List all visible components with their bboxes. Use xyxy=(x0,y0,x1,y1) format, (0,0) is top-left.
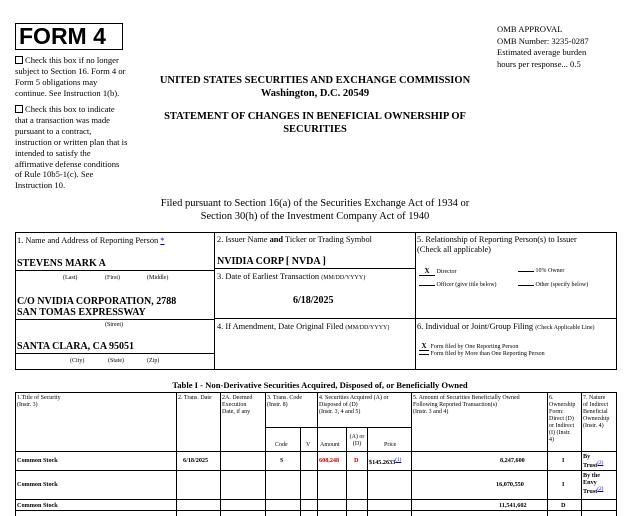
sub-aord-header: (A) or (D) xyxy=(349,434,365,447)
street-underline xyxy=(15,319,214,320)
grid-line xyxy=(15,451,617,452)
one-person-option[interactable]: X Form filed by One Reporting Person xyxy=(419,343,518,351)
row3-form: D xyxy=(561,502,566,509)
grid-line xyxy=(411,392,412,516)
row1-amount: 608,248 xyxy=(319,457,340,464)
grid-line xyxy=(214,268,415,269)
check-no-longer-subject: Check this box if no longer subject to Section 16. Form 4 or Form 5 obligations may continue. See Instruction 1(b). xyxy=(15,55,126,98)
row1-owned: 8,247,600 xyxy=(500,457,525,464)
grid-line xyxy=(15,470,617,471)
grid-line xyxy=(15,369,617,370)
sub-price-header: Price xyxy=(384,442,397,448)
grid-line xyxy=(214,318,617,319)
grid-line xyxy=(15,510,617,511)
one-person-mark: X xyxy=(419,343,429,351)
grid-line xyxy=(367,427,368,516)
form-title: FORM 4 xyxy=(15,23,123,50)
sub-amount-header: Amount xyxy=(320,442,340,448)
filed-pursuant: Filed pursuant to Section 16(a) of the Securities Exchange Act of 1934 or Section 30(h) of the Investment Company Act of 1940 xyxy=(160,198,470,222)
box1-label: 1. Name and Address of Reporting Person * xyxy=(17,236,165,245)
no-longer-subject-checkbox[interactable] xyxy=(15,56,23,64)
box6-label: 6. Individual or Joint/Group Filing (Check Applicable Line) xyxy=(417,322,595,331)
other-blank xyxy=(518,285,534,286)
name-underline xyxy=(15,270,214,271)
rule-10b5-1-checkbox[interactable] xyxy=(15,105,23,113)
other-option[interactable]: Other (specify below) xyxy=(518,282,588,289)
grid-line xyxy=(214,232,215,370)
row1-price: $145.2633$^{(1)}$ xyxy=(369,457,402,467)
row2-nature: By the Envy Trust$^{(2)}$ xyxy=(583,472,604,496)
col-title-header: 1.Title of Security (Instr. 3) xyxy=(17,395,61,408)
grid-line xyxy=(581,392,582,516)
street-line-1: C/O NVIDIA CORPORATION, 2788 xyxy=(17,296,177,307)
table-title: Table I - Non-Derivative Securities Acquired, Disposed of, or Beneficially Owned xyxy=(172,380,468,390)
commission-heading: UNITED STATES SECURITIES AND EXCHANGE COMMISSION Washington, D.C. 20549 xyxy=(159,75,471,99)
row2-form: I xyxy=(562,481,565,488)
price-footnote-link[interactable]: (1) xyxy=(395,457,402,463)
grid-line xyxy=(346,427,347,516)
director-mark: X xyxy=(419,268,435,276)
col-code-header: 3. Trans. Code (Instr. 8) xyxy=(267,395,303,408)
box5-label: 5. Relationship of Reporting Person(s) to Issuer (Check all applicable) xyxy=(417,235,577,254)
sub-code-header: Code xyxy=(275,442,288,448)
officer-option[interactable]: Officer (give title below) xyxy=(419,282,497,289)
grid-line xyxy=(220,392,221,516)
city-underline xyxy=(15,353,214,354)
multi-person-option[interactable]: Form filed by More than One Reporting Person xyxy=(419,351,545,358)
row2-owned: 16,070,550 xyxy=(496,481,524,488)
check-10b5-1: Check this box to indicate that a transaction was made pursuant to a contract, instruction or written plan that is intended to satisfy the affirmative defense conditions of Rule 10b5-1(c). See Instruction 10. xyxy=(15,104,128,191)
row1-form: I xyxy=(562,457,565,464)
state-caption: (State) xyxy=(108,358,124,364)
grid-line xyxy=(15,232,16,370)
grid-line xyxy=(317,392,318,516)
last-caption: (Last) xyxy=(63,275,78,281)
issuer-name: NVIDIA CORP [ NVDA ] xyxy=(217,256,326,267)
grid-line xyxy=(176,392,177,516)
reporting-person-asterisk-link[interactable]: * xyxy=(160,236,165,245)
officer-blank xyxy=(419,285,435,286)
ten-percent-option[interactable]: 10% Owner xyxy=(518,268,564,275)
col-deemed-header: 2A. Deemed Execution Date, if any xyxy=(222,395,253,415)
grid-line xyxy=(415,232,416,370)
row3-title: Common Stock xyxy=(17,502,58,509)
col-date-header: 2. Trans. Date xyxy=(178,395,212,401)
earliest-transaction-date: 6/18/2025 xyxy=(293,295,334,306)
city-state-zip: SANTA CLARA, CA 95051 xyxy=(17,341,135,352)
box4-label: 4. If Amendment, Date Original Filed (MM/DD/YYYY) xyxy=(217,322,390,331)
grid-line xyxy=(547,392,548,516)
multi-person-blank xyxy=(419,354,429,355)
grid-line xyxy=(300,427,301,516)
first-caption: (First) xyxy=(105,275,120,281)
row1-nature: By Trust$^{(2)}$ xyxy=(583,453,604,470)
row1-title: Common Stock xyxy=(17,457,58,464)
box2-label: 2. Issuer Name and Ticker or Trading Symbol xyxy=(217,235,372,244)
nature-footnote-link[interactable]: (2) xyxy=(597,486,604,492)
col-nature-header: 7. Nature of Indirect Beneficial Ownership (Instr. 4) xyxy=(583,395,610,429)
omb-approval: OMB APPROVAL OMB Number: 3235-0287 Estimated average burden hours per response... 0.5 xyxy=(497,24,589,69)
col-securities-header: 4. Securities Acquired (A) or Disposed of (D) (Instr. 3, 4 and 5) xyxy=(319,395,389,415)
grid-line xyxy=(15,392,16,516)
city-caption: (City) xyxy=(70,358,85,364)
nature-footnote-link[interactable]: (2) xyxy=(597,460,604,466)
grid-line xyxy=(616,392,617,516)
grid-line xyxy=(15,392,617,393)
row1-aord: D xyxy=(354,457,359,464)
grid-line xyxy=(15,499,617,500)
grid-line xyxy=(15,232,617,233)
street-line-2: SAN TOMAS EXPRESSWAY xyxy=(17,307,146,318)
grid-line xyxy=(265,392,266,516)
row2-title: Common Stock xyxy=(17,481,58,488)
col-owned-header: 5. Amount of Securities Beneficially Owned Following Reported Transaction(s) (Instr. 3 and 4) xyxy=(413,395,520,415)
reporting-person-name: STEVENS MARK A xyxy=(17,258,106,269)
zip-caption: (Zip) xyxy=(147,358,160,364)
row1-code: S xyxy=(280,457,284,464)
row1-date: 6/18/2025 xyxy=(183,457,209,464)
statement-heading: STATEMENT OF CHANGES IN BENEFICIAL OWNERSHIP OF SECURITIES xyxy=(164,111,466,135)
grid-line xyxy=(265,427,411,428)
director-option[interactable]: X Director xyxy=(419,268,457,276)
sub-v-header: V xyxy=(306,442,311,448)
box3-label: 3. Date of Earliest Transaction (MM/DD/YYYY) xyxy=(217,272,366,281)
street-caption: (Street) xyxy=(105,322,123,328)
row3-owned: 11,541,602 xyxy=(499,502,527,509)
ten-percent-blank xyxy=(518,271,534,272)
col-ownership-form-header: 6. Ownership Form: Direct (D) or Indirect (I) (Instr. 4) xyxy=(549,395,576,443)
middle-caption: (Middle) xyxy=(147,275,169,281)
